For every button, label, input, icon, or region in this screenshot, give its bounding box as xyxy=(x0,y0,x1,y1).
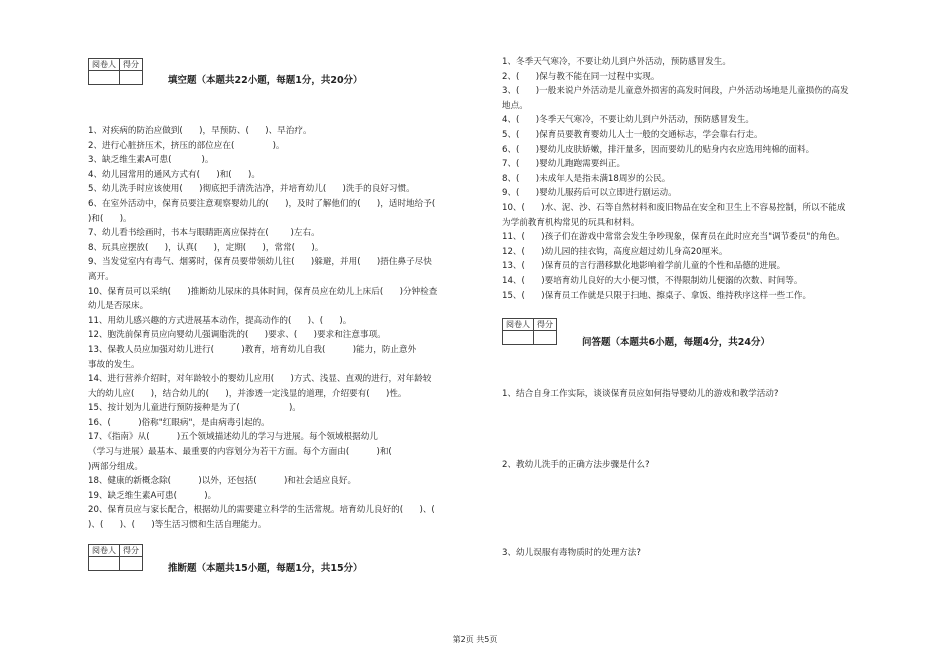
score-box-grader-cell[interactable] xyxy=(89,557,120,571)
fill-question-line: 19、缺乏维生素A可患( )。 xyxy=(88,490,217,501)
fill-question-line: 10、保育员可以采纳( )推断幼儿尿床的具体时间，保育员应在幼儿上床后( )分钟检查 xyxy=(88,286,438,297)
fill-question-line: 2、进行心脏挤压术，挤压的部位应在( )。 xyxy=(88,140,285,151)
score-box-score-cell[interactable] xyxy=(120,557,143,571)
fill-question-line: )和( )。 xyxy=(88,213,132,224)
fill-question-line: )两部分组成。 xyxy=(88,461,143,472)
judge-question-line: 10、( )水、泥、沙、石等自然材料和废旧物品在安全和卫生上不容易控制，所以不能成 xyxy=(502,202,846,213)
judge-question-line: 9、( )婴幼儿服药后可以立即进行剧运动。 xyxy=(502,188,677,199)
judge-question-line: 11、( )孩子们在游戏中常常会发生争吵现象，保育员在此时应充当"调节委员"的角色。 xyxy=(502,232,845,243)
score-box-grader-label: 阅卷人 xyxy=(89,545,120,557)
score-box-grader-label: 阅卷人 xyxy=(89,59,120,71)
fill-question-line: 9、当发觉室内有毒气、烟雾时，保育员要带领幼儿往( )躲避，并用( )捂住鼻子尽快 xyxy=(88,257,432,268)
fill-question-line: 幼儿是否尿床。 xyxy=(88,301,149,312)
fill-question-line: 大的幼儿应( )，结合幼儿的( )，并渗透一定浅显的道理，介绍要有( )性。 xyxy=(88,388,407,399)
judge-question-line: 8、( )未成年人是指未满18周岁的公民。 xyxy=(502,173,671,184)
score-box-score-label: 得分 xyxy=(120,545,143,557)
fill-question-line: 6、在室外活动中，保育员要注意观察婴幼儿的( )，及时了解他们的( )，适时地给予( xyxy=(88,198,436,209)
judge-question-line: 13、( )保育员的言行潜移默化地影响着学前儿童的个性和品德的进展。 xyxy=(502,261,786,272)
score-box-score-cell[interactable] xyxy=(534,331,557,345)
judge-question-line: 6、( )婴幼儿皮肤娇嫩，排汗量多，因而要幼儿的贴身内衣应选用纯棉的面料。 xyxy=(502,144,815,155)
fill-question-line: 离开。 xyxy=(88,271,114,282)
score-box-score-label: 得分 xyxy=(120,59,143,71)
fill-question-line: 事故的发生。 xyxy=(88,359,140,370)
page-footer: 第2页 共5页 xyxy=(452,635,498,644)
score-box-judge xyxy=(88,544,143,571)
fill-question-line: 8、玩具应摆放( )，认真( )，定期( )，常常( )。 xyxy=(88,242,324,253)
fill-question-line: 1、对疾病的防治应做到( )，早预防、( )、早治疗。 xyxy=(88,126,312,136)
fill-question-line: 20、保育员应与家长配合，根据幼儿的需要建立科学的生活常规。培育幼儿良好的( )、( xyxy=(88,505,435,516)
score-box-score-cell[interactable] xyxy=(120,71,143,85)
fill-question-line: 11、用幼儿感兴趣的方式进展基本动作，提高动作的( )、( )。 xyxy=(88,315,352,326)
judge-section-title: 推断题（本题共15小题，每题1分，共15分） xyxy=(168,563,363,574)
judge-question-line: 地点。 xyxy=(502,100,528,111)
score-box-grader-label: 阅卷人 xyxy=(503,319,534,331)
score-box-fill xyxy=(88,58,143,85)
fill-question-line: （学习与进展）最基本、最重要的内容划分为若干方面。每个方面由( )和( xyxy=(88,447,392,458)
judge-question-line: 3、( )一般来说户外活动是儿童意外损害的高发时间段，户外活动场地是儿童损伤的高发 xyxy=(502,86,849,97)
fill-question-list xyxy=(88,124,488,533)
fill-question-line: 18、健康的新概念除( )以外，还包括( )和社会适应良好。 xyxy=(88,476,357,487)
fill-section-title: 填空题（本题共22小题，每题1分，共20分） xyxy=(168,75,363,86)
judge-question-line: 2、( )保与教不能在同一过程中实现。 xyxy=(502,71,660,82)
fill-question-line: 12、胞洗前保育员应向婴幼儿强调脂洗的( )要求、( )要求和注意事项。 xyxy=(88,330,386,341)
fill-question-line: )、( )、( )等生活习惯和生活自理能力。 xyxy=(88,520,267,531)
score-box-grader-cell[interactable] xyxy=(503,331,534,345)
judge-question-line: 7、( )婴幼儿跑跑需要纠正。 xyxy=(502,159,626,170)
fill-question-line: 14、进行营养介绍时，对年龄较小的婴幼儿应用( )方式、浅显、直观的进行，对年龄较 xyxy=(88,374,432,385)
fill-question-line: 7、幼儿看书绘画时，书本与眼睛距离应保持在( )左右。 xyxy=(88,228,320,239)
qa-question-3: 3、幼儿误服有毒物质时的处理方法? xyxy=(502,548,641,558)
judge-question-line: 14、( )要培育幼儿良好的大小便习惯，不得限制幼儿便溺的次数、时间等。 xyxy=(502,275,803,286)
fill-question-line: 4、幼儿园常用的通风方式有( )和( )。 xyxy=(88,169,260,180)
fill-question-line: 17、《指南》从( )五个领域描述幼儿的学习与进展。每个领域根据幼儿 xyxy=(88,432,378,443)
qa-question-2: 2、教幼儿洗手的正确方法步骤是什么? xyxy=(502,460,650,470)
score-box-grader-cell[interactable] xyxy=(89,71,120,85)
judge-question-line: 为学前教育机构常见的玩具和材料。 xyxy=(502,217,640,228)
fill-question-line: 3、缺乏维生素A可患( )。 xyxy=(88,155,214,166)
fill-question-line: 16、( )俗称"红眼病"，是由病毒引起的。 xyxy=(88,417,270,428)
judge-question-line: 15、( )保育员工作就是只限于扫地、擦桌子、拿饭、维持秩序这样一些工作。 xyxy=(502,290,812,301)
judge-question-line: 5、( )保育员要教育婴幼儿人士一般的交通标志，学会靠右行走。 xyxy=(502,129,763,140)
judge-question-line: 1、冬季天气寒冷，不要让幼儿到户外活动，预防感冒发生。 xyxy=(502,57,731,67)
fill-question-line: 15、按计划为儿童进行预防接种是为了( )。 xyxy=(88,403,301,414)
judge-question-line: 12、( )幼儿园的挂衣钩，高度应超过幼儿身高20厘米。 xyxy=(502,246,728,257)
judge-question-line: 4、( )冬季天气寒冷，不要让幼儿到户外活动，预防感冒发生。 xyxy=(502,115,755,126)
fill-question-line: 13、保教人员应加强对幼儿进行( )教育，培育幼儿自我( )能力，防止意外 xyxy=(88,344,417,355)
judge-question-list xyxy=(502,55,902,303)
qa-section-title: 问答题（本题共6小题，每题4分，共24分） xyxy=(582,337,770,348)
score-box-score-label: 得分 xyxy=(534,319,557,331)
qa-question-1: 1、结合自身工作实际，谈谈保育员应如何指导婴幼儿的游戏和教学活动? xyxy=(502,389,779,399)
fill-question-line: 5、幼儿洗手时应该使用( )彻底把手清洗洁净，并培育幼儿( )洗手的良好习惯。 xyxy=(88,184,415,195)
score-box-qa xyxy=(502,318,557,345)
